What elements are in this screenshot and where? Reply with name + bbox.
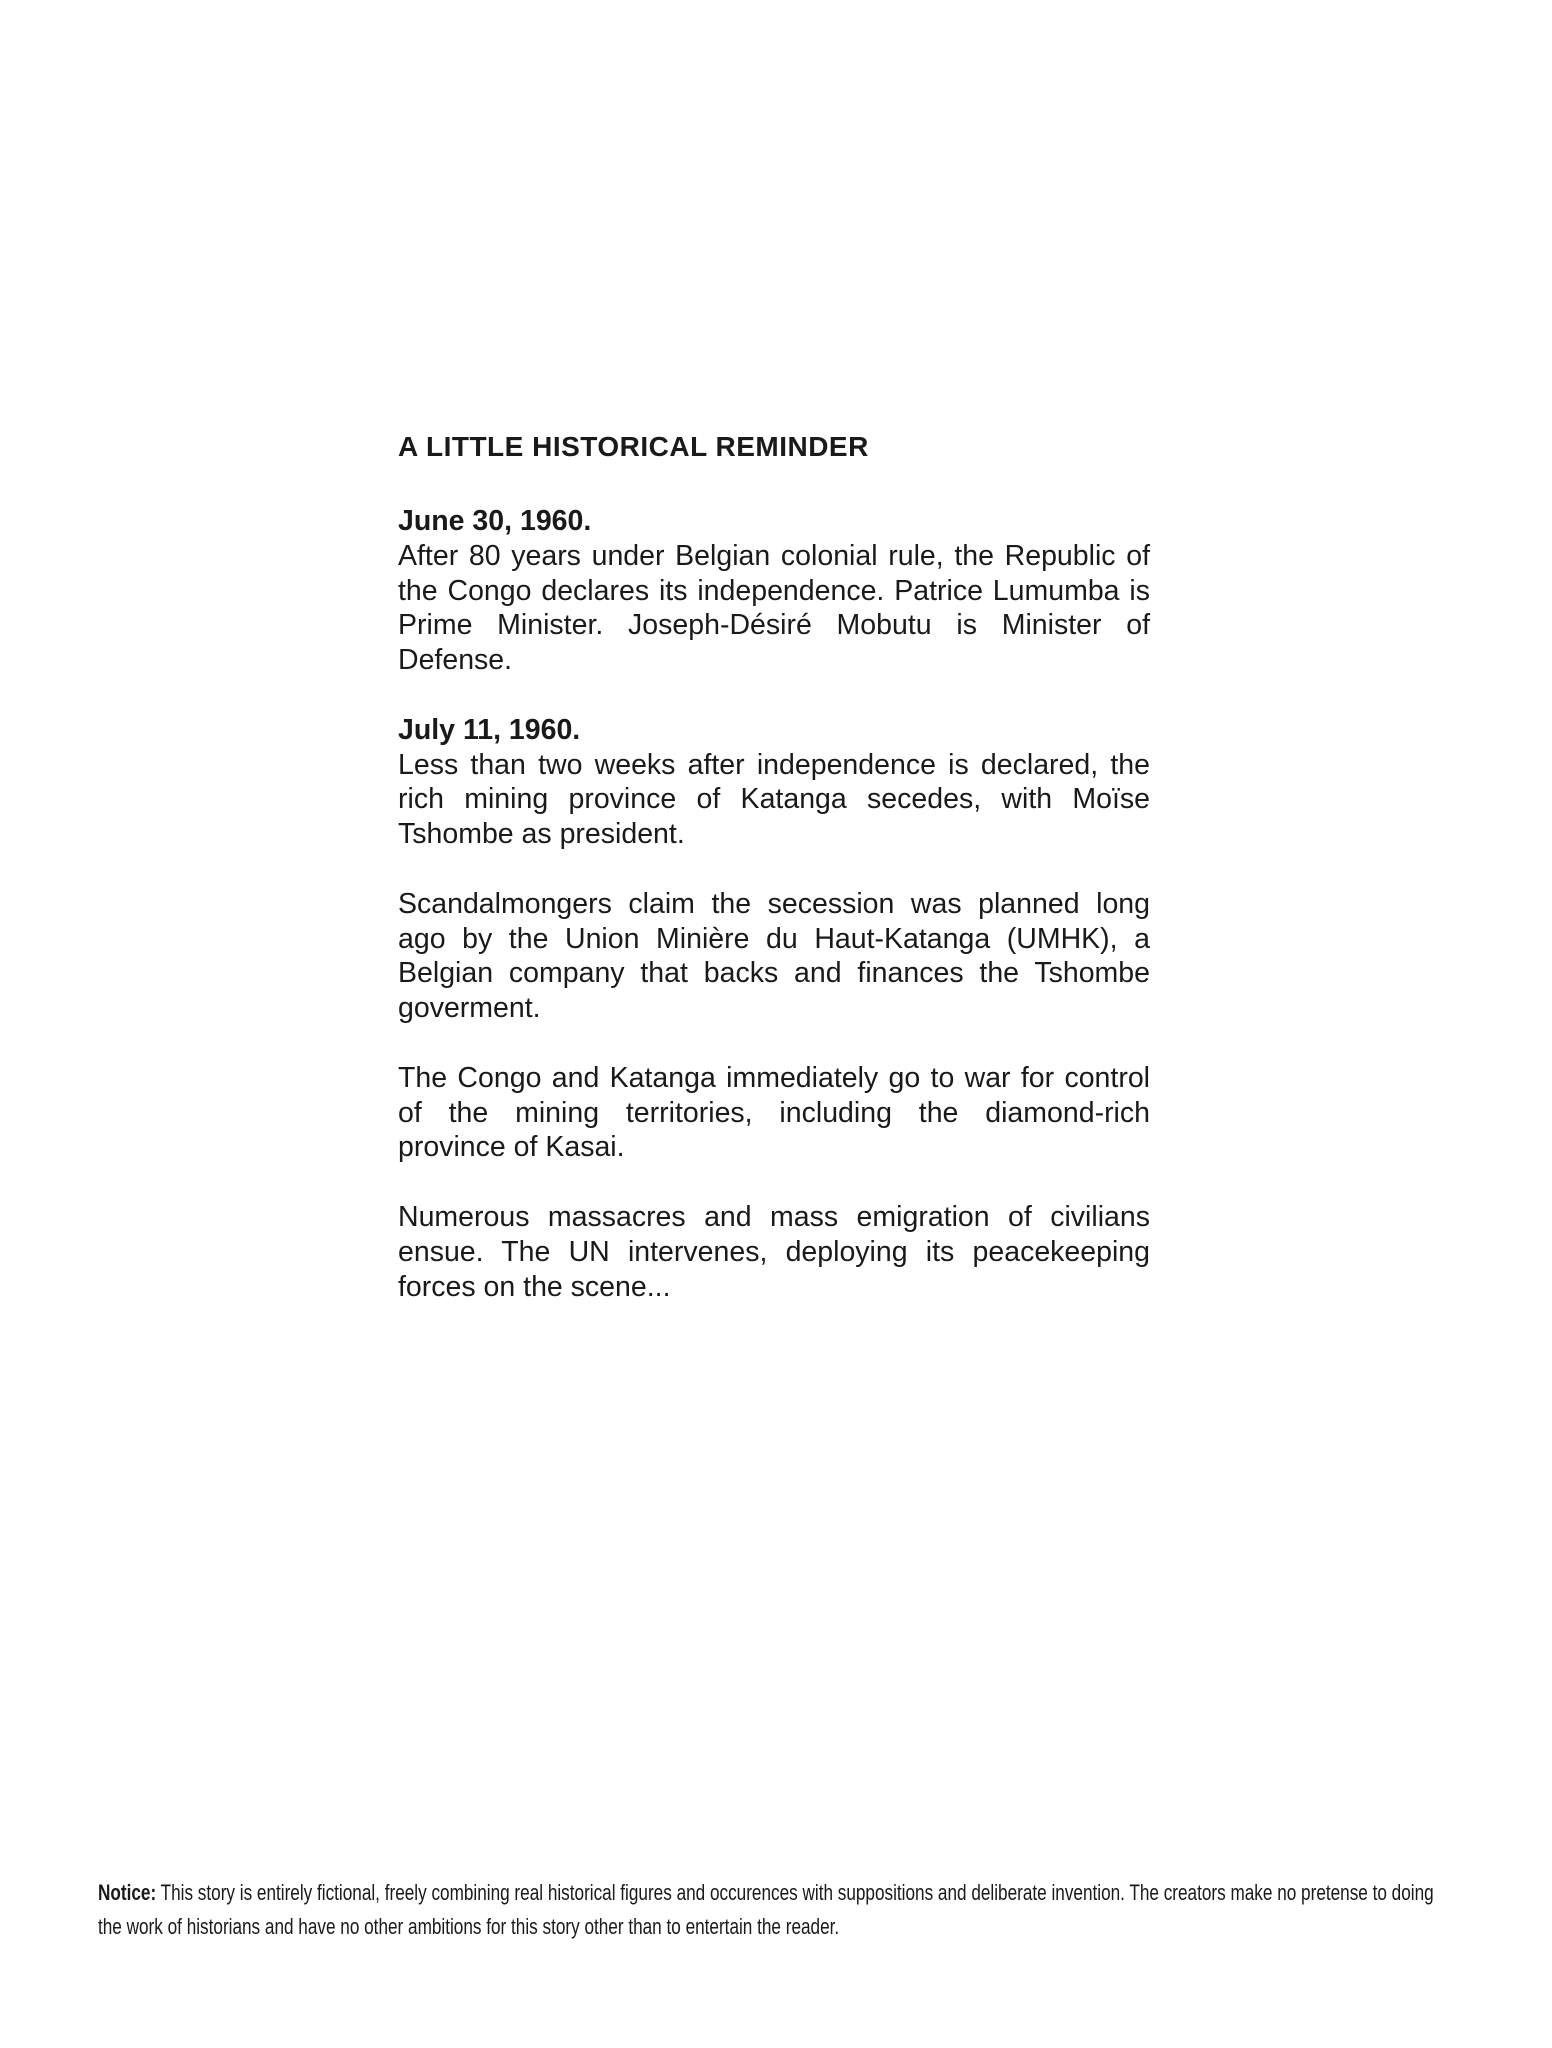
notice-label: Notice: xyxy=(98,1880,157,1905)
reminder-heading: A LITTLE HISTORICAL REMINDER xyxy=(398,431,869,462)
timeline-entry xyxy=(398,504,1150,678)
paragraph: Numerous massacres and mass emigration of civilians ensue. The UN intervenes, deploying its peacekeeping forces on the scene... xyxy=(398,1200,1150,1303)
historical-reminder xyxy=(398,430,1150,1339)
entry-date: July 11, 1960. xyxy=(398,713,581,746)
paragraph: The Congo and Katanga immediately go to war for control of the mining territories, including the diamond-rich province of Kasai. xyxy=(398,1061,1150,1164)
timeline-entry xyxy=(398,713,1150,852)
paragraph: Scandalmongers claim the secession was planned long ago by the Union Minière du Haut-Katanga (UMHK), a Belgian company that backs and finances the Tshombe goverment. xyxy=(398,887,1150,1025)
notice-text: This story is entirely fictional, freely combining real historical figures and occurences with suppositions and deliberate invention. The creators make no pretense to doing the work of historians and have no other ambitions for this story other than to entertain the reader. xyxy=(98,1880,1434,1939)
fiction-notice xyxy=(98,1876,1455,1944)
entry-date: June 30, 1960. xyxy=(398,505,592,537)
entry-text: After 80 years under Belgian colonial rule, the Republic of the Congo declares its independence. Patrice Lumumba is Prime Minister. Joseph-Désiré Mobutu is Minister of Defense. xyxy=(398,539,1150,677)
entry-text: Less than two weeks after independence is declared, the rich mining province of Katanga secedes, with Moïse Tshombe as president. xyxy=(398,748,1150,851)
